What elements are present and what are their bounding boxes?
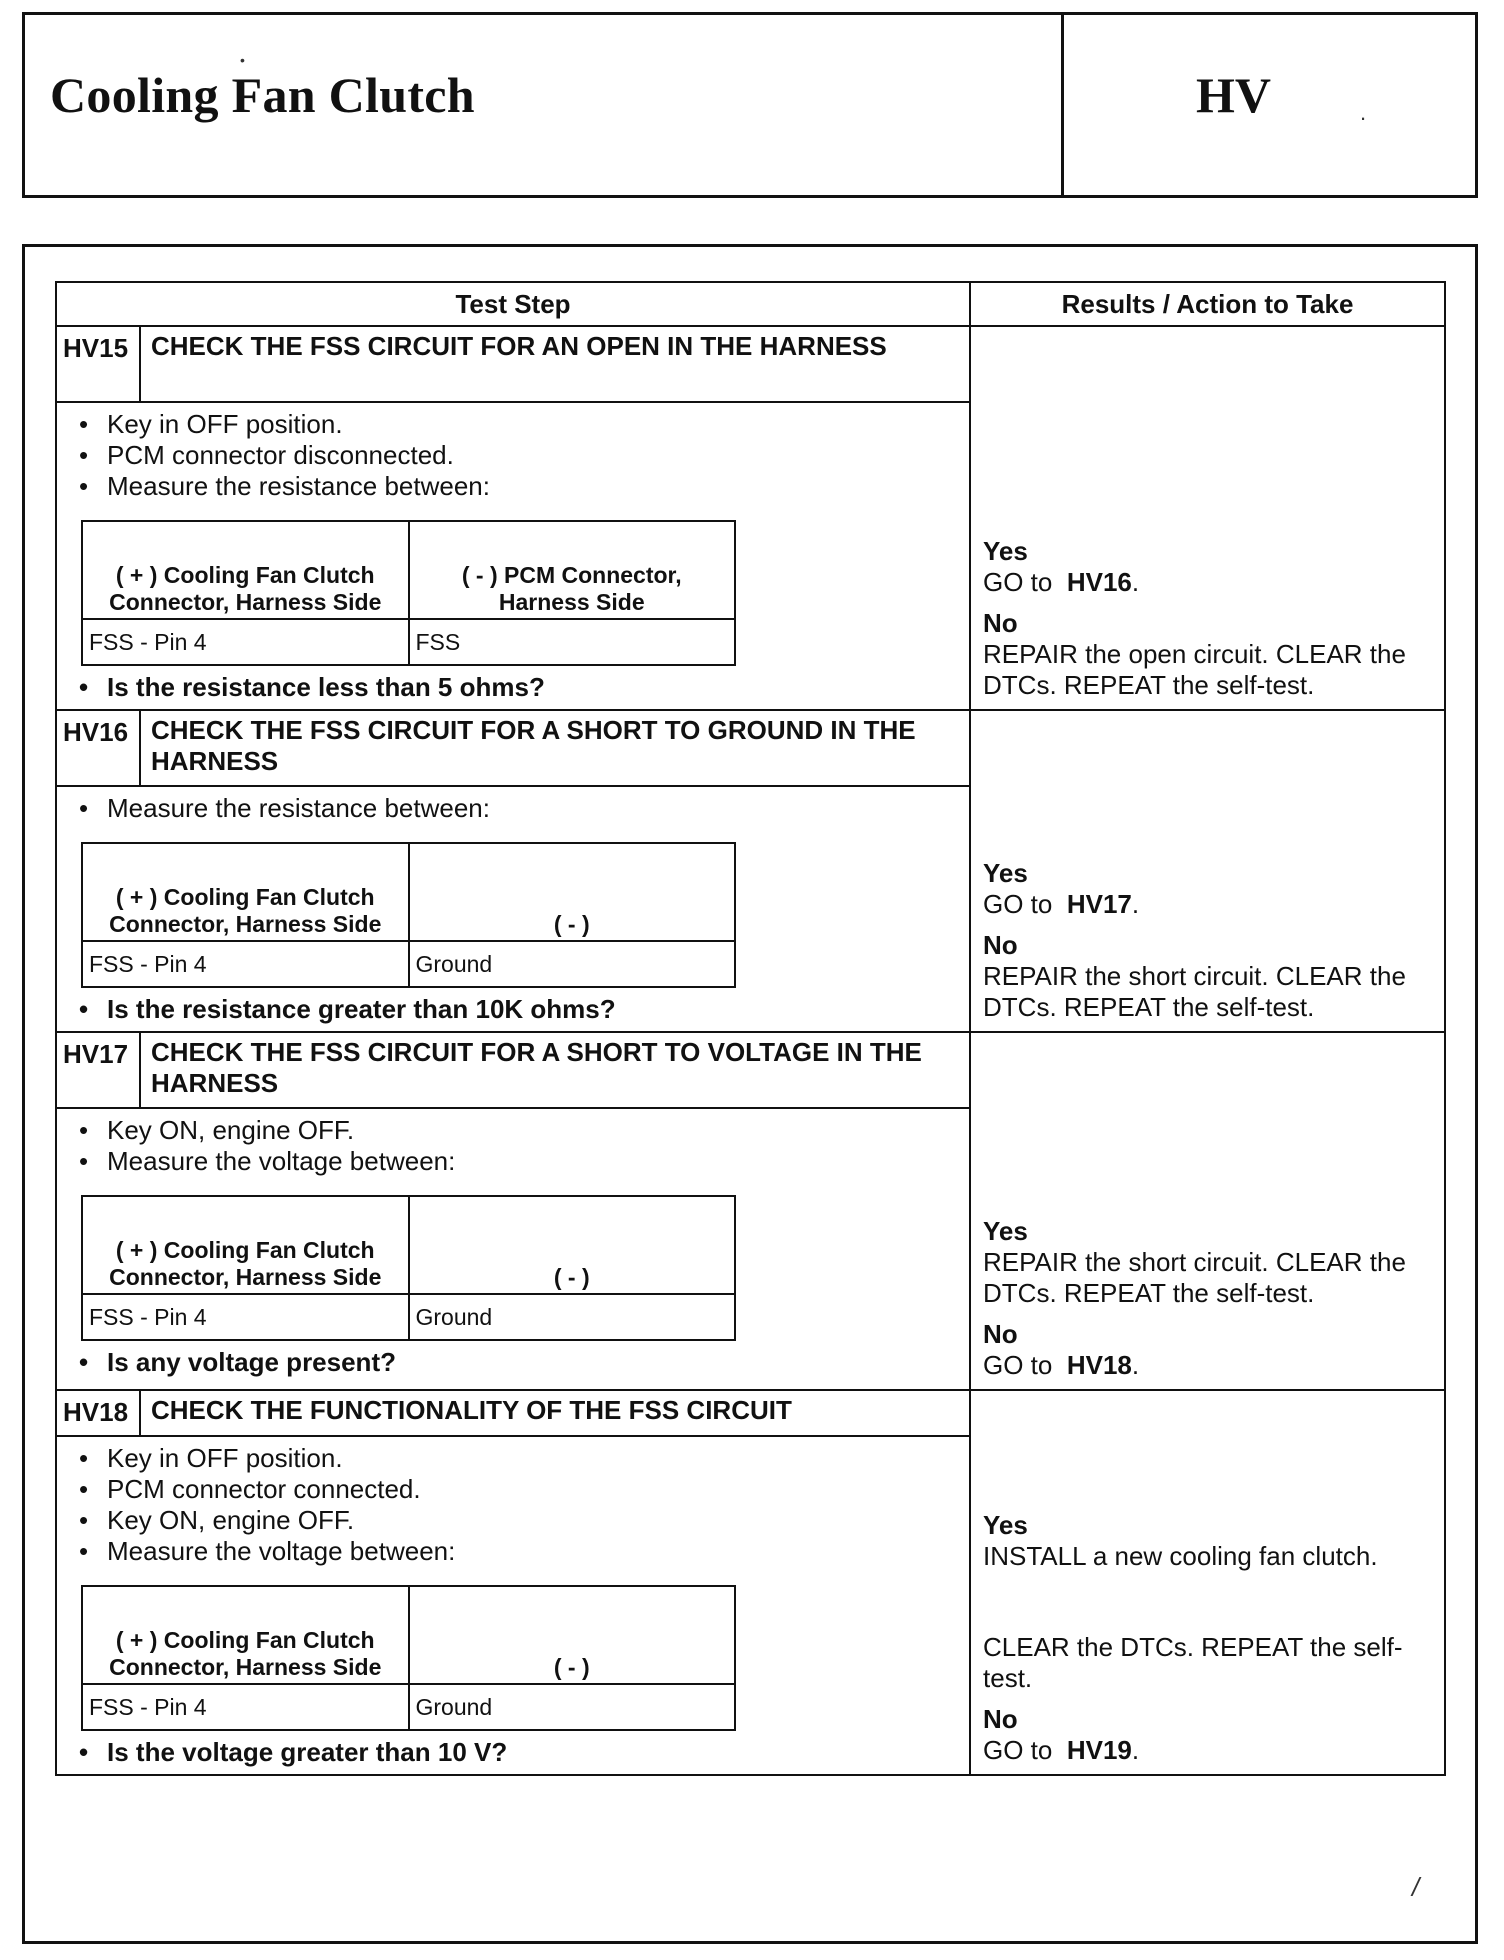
step-body	[56, 402, 970, 710]
plus-lead-header: ( + ) Cooling Fan Clutch Connector, Harness Side	[82, 1196, 409, 1294]
minus-lead-header: ( - )	[409, 1196, 736, 1294]
step-title: CHECK THE FSS CIRCUIT FOR AN OPEN IN THE HARNESS	[140, 326, 970, 402]
step-title-row	[56, 326, 1445, 402]
column-header-results: Results / Action to Take	[970, 282, 1445, 326]
step-id: HV16	[56, 710, 140, 786]
step-instructions	[67, 1443, 959, 1567]
plus-lead-value: FSS - Pin 4	[82, 619, 409, 665]
plus-lead-header: ( + ) Cooling Fan Clutch Connector, Harness Side	[82, 1586, 409, 1684]
yes-label: Yes	[983, 1510, 1028, 1540]
minus-lead-header: ( - ) PCM Connector, Harness Side	[409, 521, 736, 619]
step-body	[56, 1108, 970, 1390]
yes-action: INSTALL a new cooling fan clutch.	[983, 1541, 1378, 1571]
scan-mark: .	[1360, 100, 1367, 125]
yes-label: Yes	[983, 536, 1028, 566]
step-instructions	[67, 409, 959, 502]
list-item: • Key in OFF position.	[67, 1443, 959, 1474]
list-item: • Key ON, engine OFF.	[67, 1115, 959, 1146]
plus-lead-value: FSS - Pin 4	[82, 1684, 409, 1730]
result-cell	[970, 1032, 1445, 1390]
plus-lead-value: FSS - Pin 4	[82, 941, 409, 987]
step-body	[56, 786, 970, 1032]
step-question: • Is the resistance greater than 10K ohms?	[67, 994, 959, 1025]
yes-action: GO to HV16.	[983, 567, 1140, 597]
step-question: • Is any voltage present?	[67, 1347, 959, 1378]
scan-mark: •	[240, 52, 245, 68]
step-title-row	[56, 1390, 1445, 1436]
table-header-row	[56, 282, 1445, 326]
list-item: • PCM connector disconnected.	[67, 440, 959, 471]
plus-lead-header: ( + ) Cooling Fan Clutch Connector, Harness Side	[82, 843, 409, 941]
step-question-list	[67, 672, 959, 703]
yes-action-continued: CLEAR the DTCs. REPEAT the self-test.	[983, 1632, 1403, 1693]
page-title: Cooling Fan Clutch	[50, 67, 475, 123]
step-id: HV15	[56, 326, 140, 402]
list-item: • Measure the resistance between:	[67, 793, 959, 824]
minus-lead-value: Ground	[409, 1294, 736, 1340]
no-label: No	[983, 1319, 1018, 1349]
minus-lead-value: Ground	[409, 1684, 736, 1730]
minus-lead-value: Ground	[409, 941, 736, 987]
step-question-list	[67, 1737, 959, 1768]
step-title: CHECK THE FSS CIRCUIT FOR A SHORT TO GROUND IN THE HARNESS	[140, 710, 970, 786]
header-divider	[1061, 15, 1064, 195]
list-item: • Measure the voltage between:	[67, 1146, 959, 1177]
no-action: GO to HV19.	[983, 1735, 1140, 1765]
result-cell	[970, 710, 1445, 1032]
minus-lead-header: ( - )	[409, 843, 736, 941]
step-question: • Is the voltage greater than 10 V?	[67, 1737, 959, 1768]
no-label: No	[983, 930, 1018, 960]
plus-lead-value: FSS - Pin 4	[82, 1294, 409, 1340]
step-title-row	[56, 1032, 1445, 1108]
step-title: CHECK THE FUNCTIONALITY OF THE FSS CIRCUIT	[140, 1390, 970, 1436]
measurement-table	[81, 1195, 736, 1341]
no-label: No	[983, 1704, 1018, 1734]
list-item: • Measure the resistance between:	[67, 471, 959, 502]
test-step-table	[55, 281, 1446, 1776]
minus-lead-header: ( - )	[409, 1586, 736, 1684]
no-label: No	[983, 608, 1018, 638]
measurement-table	[81, 842, 736, 988]
list-item: • Key ON, engine OFF.	[67, 1505, 959, 1536]
plus-lead-header: ( + ) Cooling Fan Clutch Connector, Harness Side	[82, 521, 409, 619]
scan-mark: /	[1412, 1872, 1420, 1902]
list-item: • Measure the voltage between:	[67, 1536, 959, 1567]
step-title-row	[56, 710, 1445, 786]
no-action: GO to HV18.	[983, 1350, 1140, 1380]
measurement-table	[81, 1585, 736, 1731]
measurement-table	[81, 520, 736, 666]
step-instructions	[67, 1115, 959, 1177]
no-action: REPAIR the open circuit. CLEAR the DTCs. REPEAT the self-test.	[983, 639, 1406, 700]
list-item: • PCM connector connected.	[67, 1474, 959, 1505]
step-question-list	[67, 1347, 959, 1378]
result-cell	[970, 326, 1445, 710]
step-question: • Is the resistance less than 5 ohms?	[67, 672, 959, 703]
step-id: HV17	[56, 1032, 140, 1108]
yes-action: GO to HV17.	[983, 889, 1140, 919]
step-question-list	[67, 994, 959, 1025]
step-title: CHECK THE FSS CIRCUIT FOR A SHORT TO VOLTAGE IN THE HARNESS	[140, 1032, 970, 1108]
step-instructions	[67, 793, 959, 824]
yes-label: Yes	[983, 1216, 1028, 1246]
yes-label: Yes	[983, 858, 1028, 888]
step-id: HV18	[56, 1390, 140, 1436]
list-item: • Key in OFF position.	[67, 409, 959, 440]
minus-lead-value: FSS	[409, 619, 736, 665]
yes-action: REPAIR the short circuit. CLEAR the DTCs. REPEAT the self-test.	[983, 1247, 1406, 1308]
column-header-test-step: Test Step	[56, 282, 970, 326]
no-action: REPAIR the short circuit. CLEAR the DTCs. REPEAT the self-test.	[983, 961, 1406, 1022]
section-code: HV	[1196, 67, 1271, 123]
step-body	[56, 1436, 970, 1775]
result-cell	[970, 1390, 1445, 1775]
